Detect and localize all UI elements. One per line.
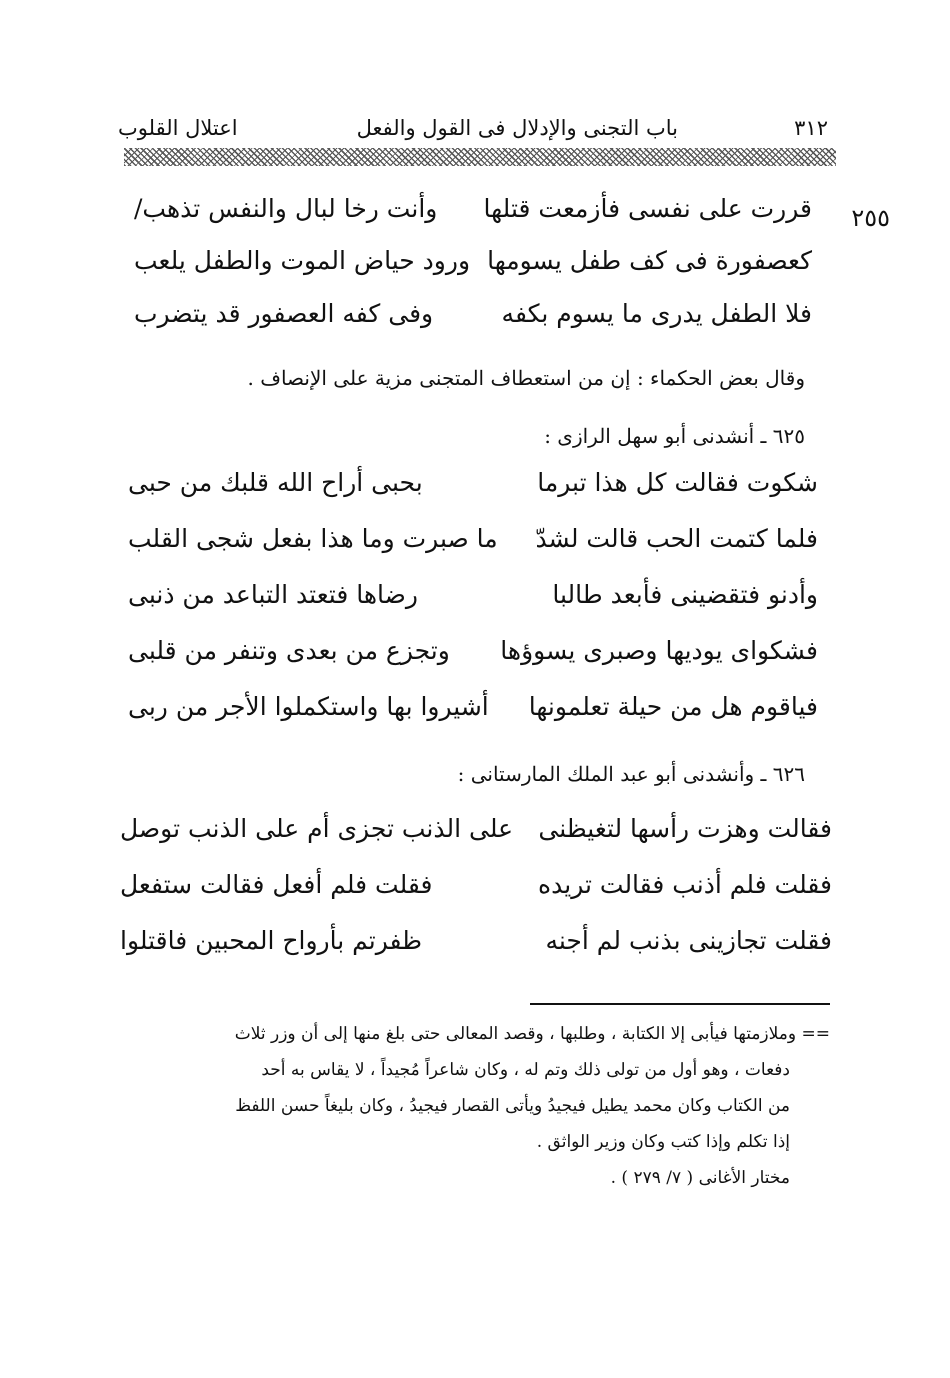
verse-first-hemistich: فياقوم هل من حيلة تعلمونها <box>528 692 818 721</box>
verse-second-hemistich: رضاها فتعتد التباعد من ذنبى <box>128 580 418 609</box>
verse-line <box>120 926 832 968</box>
margin-number: ٢٥٥ <box>851 204 890 232</box>
verse-line <box>134 299 812 341</box>
entry-626-intro: ٦٢٦ ـ وأنشدنى أبو عبد الملك المارستانى : <box>457 762 805 786</box>
header-ornament-rule <box>124 148 836 166</box>
verse-line <box>134 246 812 288</box>
running-header <box>118 112 828 152</box>
verse-first-hemistich: فقالت وهزت رأسها لتغيظنى <box>538 814 832 843</box>
footnote-line: مختار الأغانى ( ٧/ ٢٧٩ ) . <box>610 1168 790 1188</box>
verse-line <box>120 870 832 912</box>
verse-second-hemistich: ورود حياض الموت والطفل يلعب <box>134 246 471 275</box>
verse-first-hemistich: كعصفورة فى كف طفل يسومها <box>487 246 812 275</box>
verse-line <box>128 580 818 622</box>
verse-line <box>128 636 818 678</box>
verse-line <box>128 524 818 566</box>
entry-625-intro: ٦٢٥ ـ أنشدنى أبو سهل الرازى : <box>544 424 805 448</box>
verse-first-hemistich: فقلت تجازينى بذنب لم أجنه <box>545 926 832 955</box>
verse-second-hemistich: على الذنب تجزى أم على الذنب توصل <box>120 814 514 843</box>
verse-line <box>128 468 818 510</box>
verse-second-hemistich: بحبى أراح الله قلبك من حبى <box>128 468 423 497</box>
verse-second-hemistich: ما صبرت وما هذا بفعل شجى القلب <box>128 524 498 553</box>
verse-first-hemistich: فلما كتمت الحب قالت لشدّ <box>535 524 818 553</box>
verse-first-hemistich: وأدنو فتقضينى فأبعد طالبا <box>552 580 818 609</box>
chapter-title: باب التجنى والإدلال فى القول والفعل <box>356 116 678 140</box>
footnote-line: إذا تكلم وإذا كتب وكان وزير الواثق . <box>536 1132 790 1152</box>
verse-line <box>120 814 832 856</box>
page-number: ٣١٢ <box>794 116 828 140</box>
verse-second-hemistich: ظفرتم بأرواح المحبين فاقتلوا <box>120 926 423 955</box>
footnote-line: من الكتاب وكان محمد يطيل فيجيدُ ويأتى القصار فيجيدُ ، وكان بليغاً حسن اللفظ <box>235 1096 790 1116</box>
verse-first-hemistich: فقلت فلم أذنب فقالت تريده <box>538 870 832 899</box>
verse-second-hemistich: وتجزع من بعدى وتنفر من قلبى <box>128 636 450 665</box>
verse-second-hemistich: وفى كفه العصفور قد يتضرب <box>134 299 434 328</box>
footnote-line: دفعات ، وهو أول من تولى ذلك وتم له ، وكان شاعراً مُجيداً ، لا يقاس به أحد <box>261 1060 790 1080</box>
verse-first-hemistich: فشكواى يوديها وصبرى يسوؤها <box>500 636 818 665</box>
prose-saying: وقال بعض الحكماء : إن من استعطاف المتجنى مزية على الإنصاف . <box>247 366 805 390</box>
book-title: اعتلال القلوب <box>118 116 238 140</box>
verse-second-hemistich: أشيروا بها واستكملوا الأجر من ربى <box>128 692 489 721</box>
verse-second-hemistich: فقلت فلم أفعل فقالت ستفعل <box>120 870 433 899</box>
verse-line <box>134 194 812 236</box>
verse-line <box>128 692 818 734</box>
verse-first-hemistich: قررت على نفسى فأزمعت قتلها <box>483 194 812 223</box>
verse-first-hemistich: شكوت فقالت كل هذا تبرما <box>537 468 818 497</box>
verse-first-hemistich: فلا الطفل يدرى ما يسوم بكفه <box>501 299 812 328</box>
footnote-line: == وملازمتها فيأبى إلا الكتابة ، وطلبها ، وقصد المعالى حتى بلغ منها إلى أن وزر ثلاث <box>234 1024 830 1044</box>
footnote-separator <box>530 1003 830 1005</box>
verse-second-hemistich: وأنت رخا لبال والنفس تذهب/ <box>134 194 438 223</box>
